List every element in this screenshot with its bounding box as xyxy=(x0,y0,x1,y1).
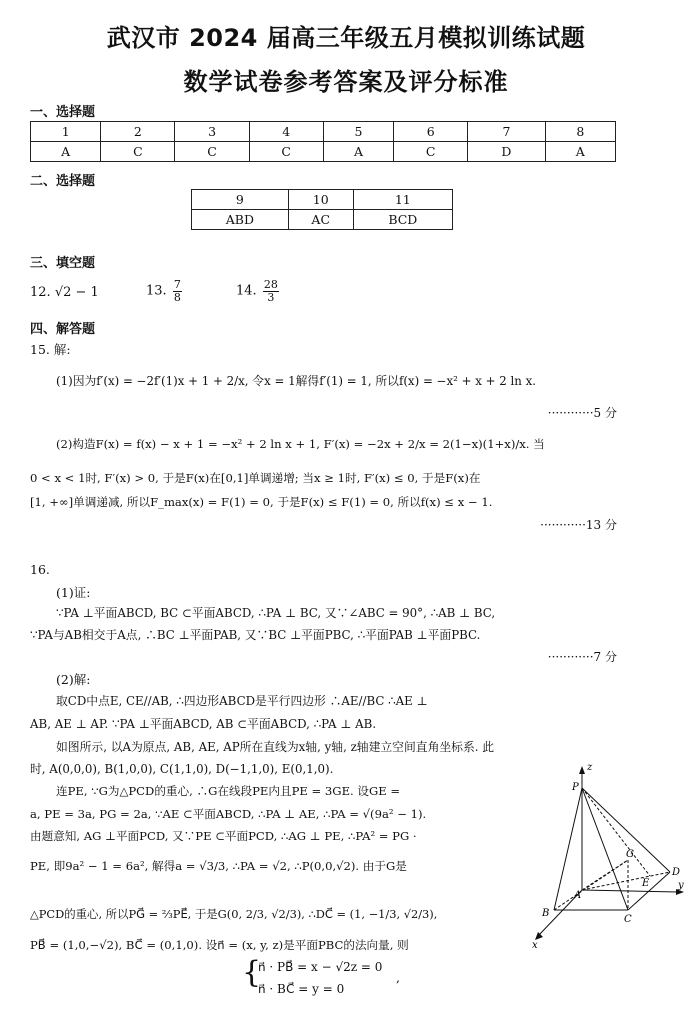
system-eq2: n⃗ · BC⃗ = y = 0 xyxy=(258,982,345,996)
mc1-question-number: 2 xyxy=(101,122,175,142)
q16-line1: ∵PA ⊥平面ABCD, BC ⊂平面ABCD, ∴PA ⊥ BC, 又∵∠ABC = 90°, ∴AB ⊥ BC, xyxy=(56,606,496,620)
mc1-answer-cell: C xyxy=(249,142,323,162)
q12-label: 12. xyxy=(30,285,51,300)
mc2-question-number: 10 xyxy=(288,190,353,210)
mc2-question-number: 11 xyxy=(353,190,452,210)
mc1-question-number: 3 xyxy=(175,122,249,142)
system-brace-icon: { xyxy=(242,955,262,990)
q16-line3: 取CD中点E, CE//AB, ∴四边形ABCD是平行四边形 ∴AE//BC ∴AE ⊥ xyxy=(56,694,428,708)
section-heading-choice: 一、选择题 xyxy=(30,105,96,120)
section-heading-multi: 二、选择题 xyxy=(30,174,96,189)
fill-q12 xyxy=(30,285,99,300)
label-C: C xyxy=(624,914,632,925)
q16-line4: AB, AE ⊥ AP. ∵PA ⊥平面ABCD, AB ⊂平面ABCD, ∴PA ⊥ AB. xyxy=(30,717,377,731)
q16-part1-heading: (1)证: xyxy=(56,585,91,600)
mc1-answer-cell: D xyxy=(468,142,545,162)
mc1-answer-cell: A xyxy=(31,142,101,162)
q16-line2: ∵PA与AB相交于A点, ∴BC ⊥平面PAB, 又∵BC ⊥平面PBC, ∴平面PAB ⊥平面PBC. xyxy=(30,628,481,642)
mc1-answer-cell: A xyxy=(323,142,393,162)
q15-score1: ············5 分 xyxy=(547,406,617,420)
system-tail: , xyxy=(396,970,400,985)
mc1-answer-cell: C xyxy=(394,142,468,162)
mc2-question-number: 9 xyxy=(192,190,289,210)
q14-fraction: $\frac{28}{3}$ xyxy=(263,278,278,304)
mc1-question-number: 1 xyxy=(31,122,101,142)
mc1-answer-table xyxy=(30,121,616,162)
label-E: E xyxy=(642,878,650,889)
mc2-answer-cell: AC xyxy=(288,210,353,230)
q15-part2-line2: 0 < x < 1时, F′(x) > 0, 于是F(x)在[0,1]单调递增; 当x ≥ 1时, F′(x) ≤ 0, 于是F(x)在 xyxy=(30,471,481,485)
q16-line9: 由题意知, AG ⊥平面PCD, 又∵PE ⊂平面PCD, ∴AG ⊥ PE, ∴PA² = PG · xyxy=(30,829,417,843)
q13-fraction: $\frac{7}{8}$ xyxy=(173,278,181,304)
q12-value: √2 − 1 xyxy=(54,285,99,300)
mc1-question-number: 4 xyxy=(249,122,323,142)
mc2-answer-table xyxy=(191,189,453,230)
label-G: G xyxy=(626,849,634,860)
label-A: A xyxy=(574,890,582,901)
q16-line10: PE, 即9a² − 1 = 6a², 解得a = √3/3, ∴PA = √2, ∴P(0,0,√2). 由于G是 xyxy=(30,859,407,873)
q15-label: 15. 解: xyxy=(30,342,71,357)
mc1-question-number: 5 xyxy=(323,122,393,142)
mc1-question-number: 8 xyxy=(545,122,615,142)
label-B: B xyxy=(542,908,550,919)
q16-line7: 连PE, ∵G为△PCD的重心, ∴G在线段PE内且PE = 3GE. 设GE = xyxy=(56,784,401,798)
label-P: P xyxy=(572,782,579,793)
mc1-question-number: 7 xyxy=(468,122,545,142)
pyramid-figure xyxy=(530,758,690,958)
q16-line6: 时, A(0,0,0), B(1,0,0), C(1,1,0), D(−1,1,0), E(0,1,0). xyxy=(30,762,334,776)
label-x: x xyxy=(532,940,538,951)
system-eq1: n⃗ · PB⃗ = x − √2z = 0 xyxy=(258,960,383,974)
q13-label: 13. xyxy=(146,283,167,299)
section-heading-fill: 三、填空题 xyxy=(30,256,96,271)
q16-score1: ············7 分 xyxy=(547,650,617,664)
edge-PC xyxy=(582,788,628,910)
q16-line5: 如图所示, 以A为原点, AB, AE, AP所在直线为x轴, y轴, z轴建立空间直角坐标系. 此 xyxy=(56,740,495,754)
mc1-answer-row xyxy=(31,142,616,162)
fill-q13 xyxy=(146,279,184,303)
q16-part2-heading: (2)解: xyxy=(56,672,91,687)
label-D: D xyxy=(672,867,681,878)
mc2-answer-row xyxy=(192,210,453,230)
mc1-answer-cell: C xyxy=(175,142,249,162)
q16-label: 16. xyxy=(30,562,50,577)
q15-score2: ············13 分 xyxy=(540,518,617,532)
y-axis xyxy=(582,890,678,892)
q16-line8: a, PE = 3a, PG = 2a, ∵AE ⊂平面ABCD, ∴PA ⊥ AE, ∴PA = √(9a² − 1). xyxy=(30,807,427,821)
mc1-question-number: 6 xyxy=(394,122,468,142)
page-subtitle: 数学试卷参考答案及评分标准 xyxy=(183,68,509,96)
label-z: z xyxy=(587,762,593,773)
edge-BG xyxy=(554,860,628,910)
mc2-answer-cell: ABD xyxy=(192,210,289,230)
fill-q14 xyxy=(236,279,281,303)
mc1-answer-cell: A xyxy=(545,142,615,162)
q16-line12: PB⃗ = (1,0,−√2), BC⃗ = (0,1,0). 设n⃗ = (x, y, z)是平面PBC的法向量, 则 xyxy=(30,938,409,952)
q15-part2-line3: [1, +∞]单调递减, 所以F_max(x) = F(1) = 0, 于是F(x) ≤ F(1) = 0, 所以f(x) ≤ x − 1. xyxy=(30,495,493,509)
q15-part1: (1)因为f′(x) = −2f′(1)x + 1 + 2/x, 令x = 1解得f′(1) = 1, 所以f(x) = −x² + x + 2 ln x. xyxy=(56,374,537,388)
z-arrow-icon xyxy=(579,766,585,774)
edge-PE xyxy=(582,788,650,876)
q16-line11: △PCD的重心, 所以PG⃗ = ⅔PE⃗, 于是G(0, 2/3, √2/3), ∴DC⃗ = (1, −1/3, √2/3), xyxy=(30,907,438,921)
mc2-number-row xyxy=(192,190,453,210)
page-title: 武汉市 2024 届高三年级五月模拟训练试题 xyxy=(106,24,586,52)
section-heading-solutions: 四、解答题 xyxy=(30,322,96,337)
q14-label: 14. xyxy=(236,283,257,299)
mc2-answer-cell: BCD xyxy=(353,210,452,230)
x-arrow-icon xyxy=(535,932,543,940)
mc1-number-row xyxy=(31,122,616,142)
q15-part2-line1: (2)构造F(x) = f(x) − x + 1 = −x² + 2 ln x + 1, F′(x) = −2x + 2/x = 2(1−x)(1+x)/x. 当 xyxy=(56,437,545,451)
mc1-answer-cell: C xyxy=(101,142,175,162)
label-y: y xyxy=(678,880,684,891)
